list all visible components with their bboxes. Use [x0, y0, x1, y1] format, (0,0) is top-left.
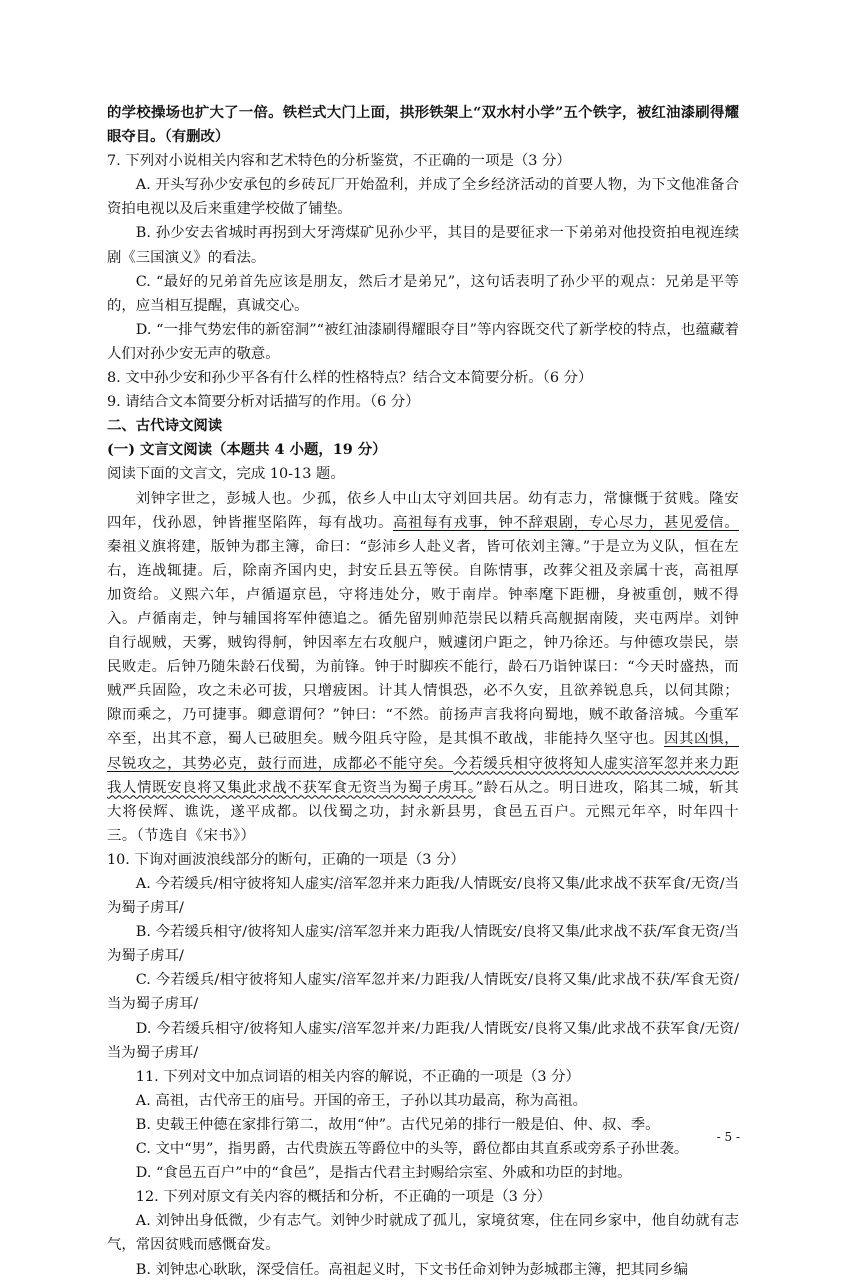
- question-11-stem: 11. 下列对文中加点词语的相关内容的解说，不正确的一项是（3 分）: [135, 1068, 580, 1085]
- question-7: [107, 149, 739, 366]
- reading-instruction: 阅读下面的文言文，完成 10-13 题。: [107, 466, 345, 483]
- question-7-option-c: C. “最好的兄弟首先应该是朋友，然后才是弟兄”，这句话表明了孙少平的观点：兄弟是平等的，应当相互提醒，真诚交心。: [107, 273, 739, 314]
- question-12: [107, 1185, 739, 1281]
- passage-segment-3: ”龄石从之。明日进攻，陷其二城，斩其大将侯辉、谯诜，遂平成都。以伐蜀之功，封永新县男，食邑五百户。元熙元年卒，时年四十三。（节选自《宋书》）: [107, 779, 739, 844]
- question-12-option-a: A. 刘钟出身低微，少有志气。刘钟少时就成了孤儿，家境贫寒，住在同乡家中，他自幼就有志气，常因贫贱而感慨奋发。: [107, 1213, 739, 1254]
- question-11: [107, 1065, 739, 1185]
- question-7-option-d: D. “一排气势宏伟的新窑洞”“被红油漆刷得耀眼夺目”等内容既交代了新学校的特点，也蕴藏着人们对孙少安无声的敬意。: [107, 321, 739, 362]
- page-number: - 5 -: [716, 1130, 740, 1144]
- story-line-2: 漆刷得耀眼夺目。（有删改）: [107, 104, 739, 146]
- classical-passage: [107, 487, 739, 848]
- question-7-option-b: B. 孙少安去省城时再拐到大牙湾煤矿见孙少平，其目的是要征求一下弟弟对他投资拍电视连续剧《三国演义》的看法。: [107, 225, 739, 266]
- question-11-option-b: B. 史载王仲德在家排行第二，故用“仲”。古代兄弟的排行一般是伯、仲、叔、季。: [135, 1116, 660, 1133]
- story-line-1: 的学校操场也扩大了一倍。铁栏式大门上面，拱形铁架上“双水村小学”五个铁字，被红油: [107, 104, 681, 121]
- passage-underlined-sentence-1: 高祖每有戎事，钟不辞艰剧，专心尽力，甚见爱信。: [393, 514, 740, 531]
- question-7-stem: 7. 下列对小说相关内容和艺术特色的分析鉴赏，不正确的一项是（3 分）: [107, 153, 571, 170]
- question-11-option-c: C. 文中“男”，指男爵，古代贵族五等爵位中的头等，爵位都由其直系或旁系子孙世袭。: [135, 1141, 689, 1158]
- question-10-stem: 10. 下询对画波浪线部分的断句，正确的一项是（3 分）: [107, 851, 465, 868]
- passage-wavy-sentence: 今若缓兵相守彼将知人虚实涪军忽并来力距我人情既安良将又集此求战不获军食无资当为蜀子虏耳。: [107, 755, 739, 796]
- question-12-option-b: B. 刘钟忠心耿耿，深受信任。高祖起义时，下文书任命刘钟为彭城郡主簿，把其同乡编: [135, 1261, 688, 1278]
- subsection-heading-classical-chinese: (一) 文言文阅读（本题共 4 小题，19 分）: [107, 441, 387, 459]
- passage-segment-1: 刘钟字世之，彭城人也。少孤，依乡人中山太守刘回共居。幼有志力，常慷慨于贫贱。隆安四年，伐孙恩，钟皆摧坚陷阵，每有战功。: [107, 490, 739, 531]
- passage-segment-2: 秦祖义旗将建，版钟为郡主簿，命曰：“彭沛乡人赴义者，皆可依刘主簿。”于是立为义队，恒在左右，连战辄捷。后，除南齐国内史，封安丘县五等侯。自陈情事，改葬父祖及亲属十丧，高祖厚加资给。义熙六年，卢循逼京邑，守将违处分，败于南岸。钟率麾下距栅，身被重创，贼不得入。卢循南走，钟与辅国将军仲德追之。循先留别帅范崇民以精兵高舰据南陵，夹屯两岸。刘钟自行觇贼，天雾，贼钩得舸，钟因率左右攻舰户，贼遽闭户距之，钟乃徐还。与仲德攻崇民，崇民败走。后钟乃随朱龄石伐蜀，为前锋。钟于时脚疾不能行，龄石乃诣钟谋曰：“今天时盛热，而贼严兵固险，攻之未必可拔，只增疲困。计其人情惧恐，必不久安，且欲养锐息兵，以伺其隙；隙而乘之，乃可捷事。卿意谓何？”钟曰：“不然。前扬声言我将向蜀地，贼不敢备涪城。今重军卒至，出其不意，蜀人已破胆矣。贼今阻兵守险，是其惧不敢战，非能持久坚守也。: [107, 538, 739, 748]
- page-content: [107, 101, 739, 1282]
- question-12-stem: 12. 下列对原文有关内容的概括和分析，不正确的一项是（3 分）: [135, 1189, 552, 1206]
- question-10-option-d: D. 今若缓兵相守/彼将知人虚实/涪军忽并来/力距我/人情既安/良将又集/此求战不获军食/无资/当为蜀子虏耳/: [107, 1020, 739, 1061]
- question-10-option-c: C. 今若缓兵/相守彼将知人虚实/涪军忽并来/力距我/人情既安/良将又集/此求战不获/军食无资/当为蜀子虏耳/: [107, 972, 739, 1013]
- section-heading-ancient-texts: 二、古代诗文阅读: [107, 417, 223, 435]
- question-11-option-d: D. “食邑五百户”中的“食邑”，是指古代君主封赐给宗室、外戚和功臣的封地。: [135, 1165, 632, 1182]
- question-7-option-a: A. 开头写孙少安承包的乡砖瓦厂开始盈利，并成了全乡经济活动的首要人物，为下文他准备合资拍电视以及后来重建学校做了铺垫。: [107, 177, 739, 218]
- question-10: [107, 848, 739, 1065]
- question-10-option-a: A. 今若缓兵/相守彼将知人虚实/涪军忽并来力距我/人情既安/良将又集/此求战不获军食/无资/当为蜀子虏耳/: [107, 876, 739, 917]
- question-9: 9. 请结合文本简要分析对话描写的作用。（6 分）: [107, 394, 420, 411]
- story-ending: [107, 101, 739, 149]
- question-10-option-b: B. 今若缓兵相守/彼将知人虚实/涪军忽并来力距我/人情既安/良将又集/此求战不获/军食无资/当为蜀子虏耳/: [107, 924, 739, 965]
- question-11-option-a: A. 高祖，古代帝王的庙号。开国的帝王，子孙以其功最高，称为高祖。: [135, 1092, 588, 1109]
- question-8: 8. 文中孙少安和孙少平各有什么样的性格特点？结合文本简要分析。（6 分）: [107, 370, 593, 387]
- passage-underlined-sentence-2: 因其凶惧，尽锐攻之，其势必克，鼓行而进，成都必不能守矣。: [107, 731, 739, 772]
